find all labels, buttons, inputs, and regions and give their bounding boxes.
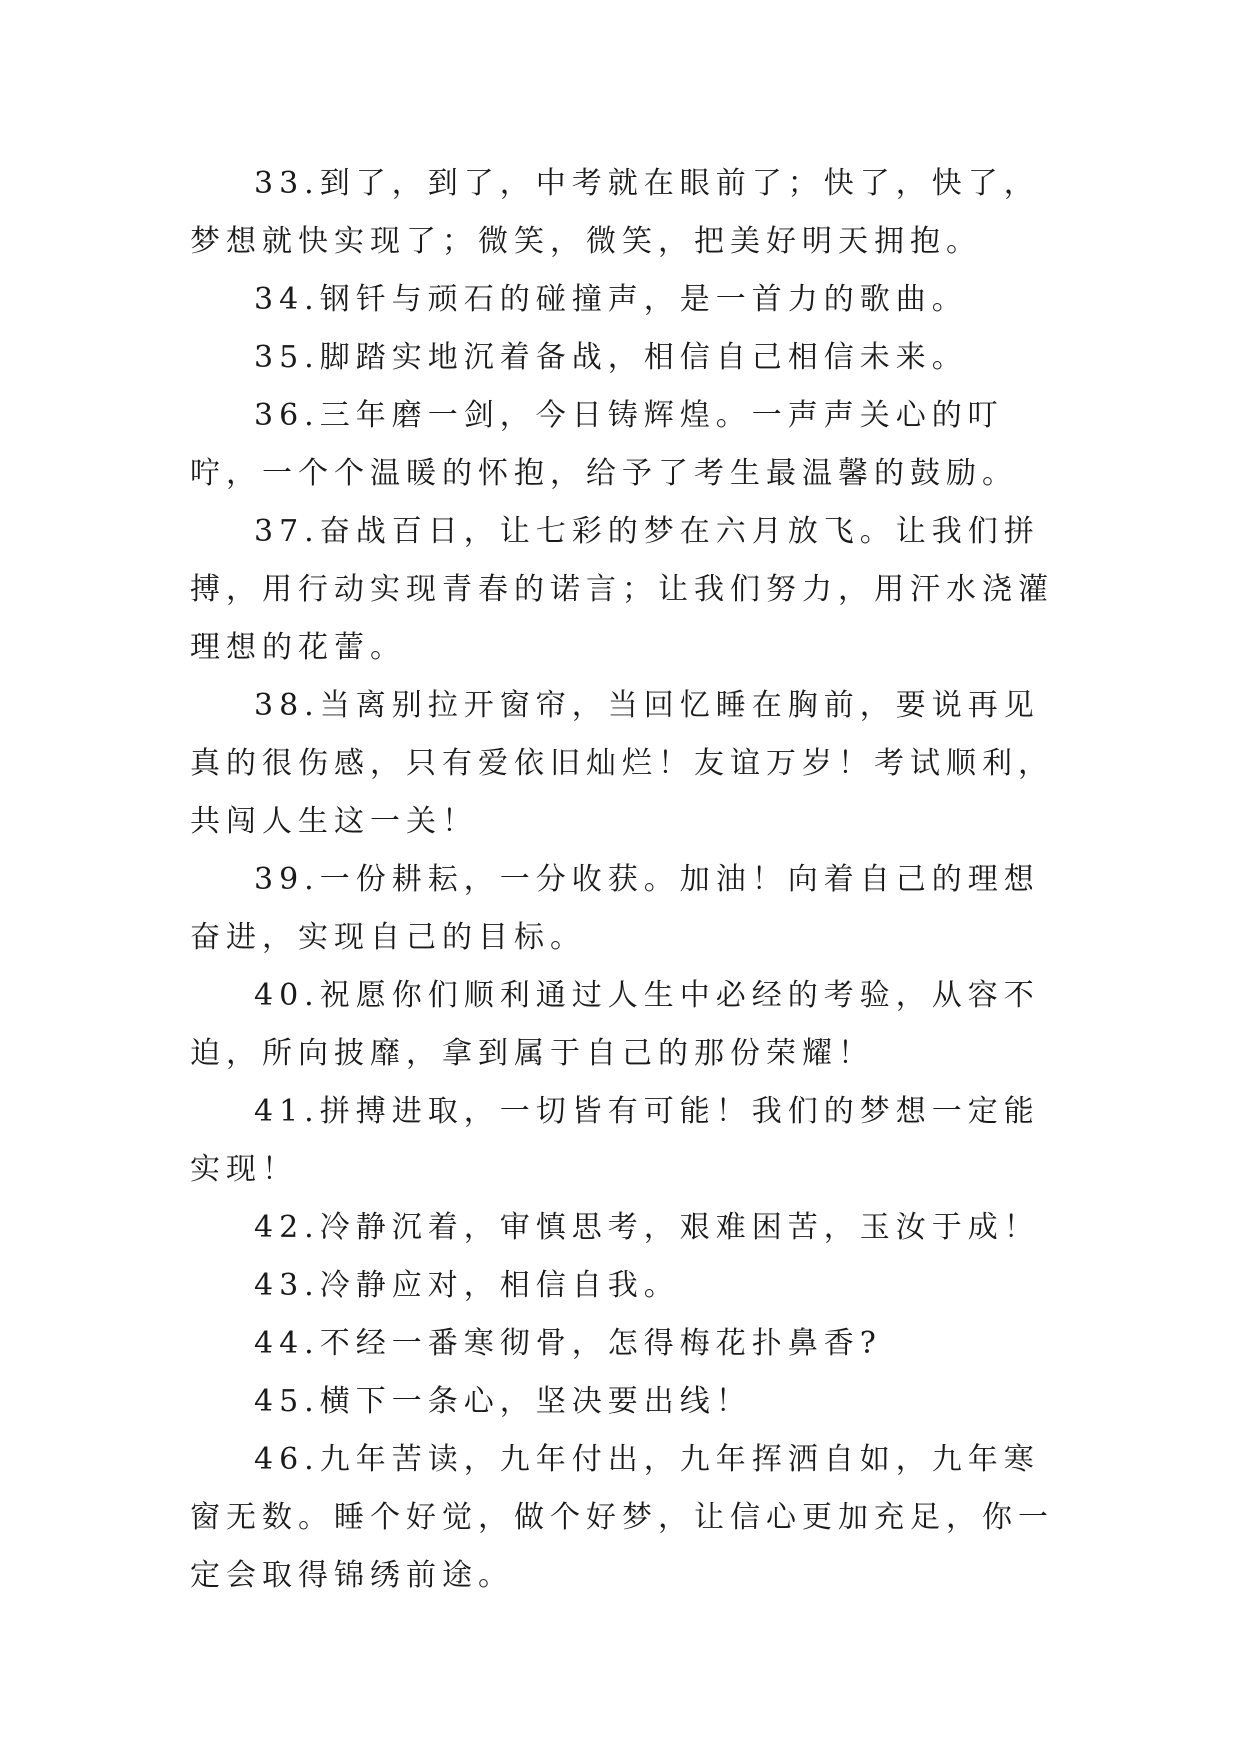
paragraph-40: 40.祝愿你们顺利通过人生中必经的考验，从容不迫，所向披靡，拿到属于自己的那份荣耀！ [190, 978, 1040, 1071]
paragraph-35: 35.脚踏实地沉着备战，相信自己相信未来。 [254, 340, 968, 375]
document-body [190, 155, 1070, 1605]
paragraph-46: 46.九年苦读，九年付出，九年挥洒自如，九年寒窗无数。睡个好觉，做个好梦，让信心更加充足，你一定会取得锦绣前途。 [190, 1442, 1054, 1593]
paragraph-42: 42.冷静沉着，审慎思考，艰难困苦，玉汝于成！ [254, 1210, 1040, 1245]
paragraph-43: 43.冷静应对，相信自我。 [254, 1268, 680, 1303]
paragraph-33: 33.到了，到了，中考就在眼前了；快了，快了，梦想就快实现了；微笑，微笑，把美好明天拥抱。 [190, 166, 1040, 259]
paragraph-34: 34.钢钎与顽石的碰撞声，是一首力的歌曲。 [254, 282, 968, 317]
paragraph-44: 44.不经一番寒彻骨，怎得梅花扑鼻香? [254, 1326, 882, 1361]
paragraph-37: 37.奋战百日，让七彩的梦在六月放飞。让我们拼搏，用行动实现青春的诺言；让我们努力，用汗水浇灌理想的花蕾。 [190, 514, 1054, 665]
paragraph-39: 39.一份耕耘，一分收获。加油！向着自己的理想奋进，实现自己的目标。 [190, 862, 1040, 955]
paragraph-41: 41.拼搏进取，一切皆有可能！我们的梦想一定能实现！ [190, 1094, 1040, 1187]
paragraph-38: 38.当离别拉开窗帘，当回忆睡在胸前，要说再见真的很伤感，只有爱依旧灿烂！友谊万岁！考试顺利，共闯人生这一关！ [190, 688, 1054, 839]
paragraph-45: 45.横下一条心，坚决要出线！ [254, 1384, 752, 1419]
paragraph-36: 36.三年磨一剑，今日铸辉煌。一声声关心的叮咛，一个个温暖的怀抱，给予了考生最温馨的鼓励。 [190, 398, 1018, 491]
